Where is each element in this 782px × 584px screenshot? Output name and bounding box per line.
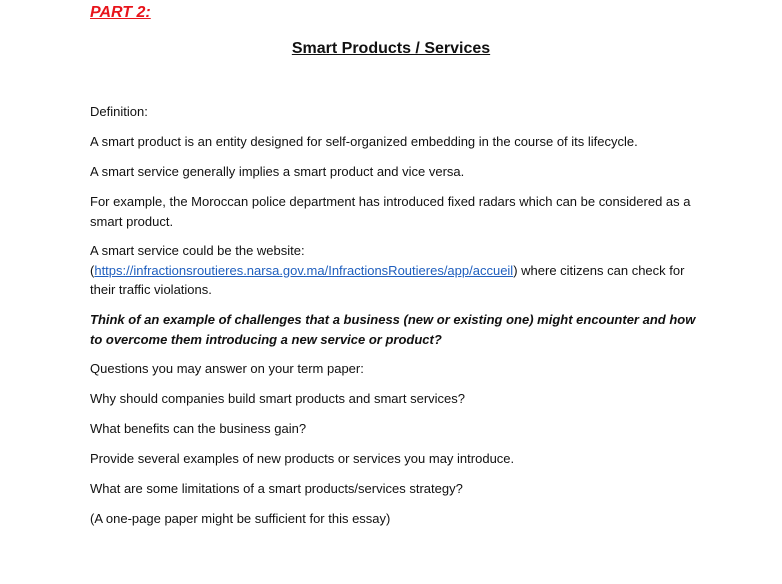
question-3: Provide several examples of new products or services you may introduce. [90, 451, 515, 466]
question-4: What are some limitations of a smart products/services strategy? [90, 481, 463, 496]
website-open-paren: ( [90, 262, 95, 278]
smart-product-paragraph: A smart product is an entity designed for self-organized embedding in the course of its lifecycle. [90, 134, 638, 149]
question-2: What benefits can the business gain? [90, 421, 307, 436]
length-note: (A one-page paper might be sufficient for this essay) [90, 511, 391, 526]
essay-prompt: Think of an example of challenges that a business (new or existing one) might encounter and how to overcome them introducing a new service or product? [90, 312, 696, 347]
questions-intro: Questions you may answer on your term paper: [90, 361, 364, 376]
website-paragraph [90, 241, 700, 300]
definition-label: Definition: [90, 104, 148, 119]
website-link[interactable]: https://infractionsroutieres.narsa.gov.ma/InfractionsRoutieres/app/accueil [94, 262, 514, 278]
website-intro: A smart service could be the website: [90, 243, 305, 258]
part-heading: PART 2: [90, 4, 151, 21]
example-paragraph: For example, the Moroccan police department has introduced fixed radars which can be considered as a smart product. [90, 194, 691, 229]
document-title: Smart Products / Services [291, 40, 491, 57]
question-1: Why should companies build smart products and smart services? [90, 391, 465, 406]
smart-service-paragraph: A smart service generally implies a smart product and vice versa. [90, 164, 465, 179]
website-description: ) where citizens can check for their traffic violations. [90, 262, 685, 297]
